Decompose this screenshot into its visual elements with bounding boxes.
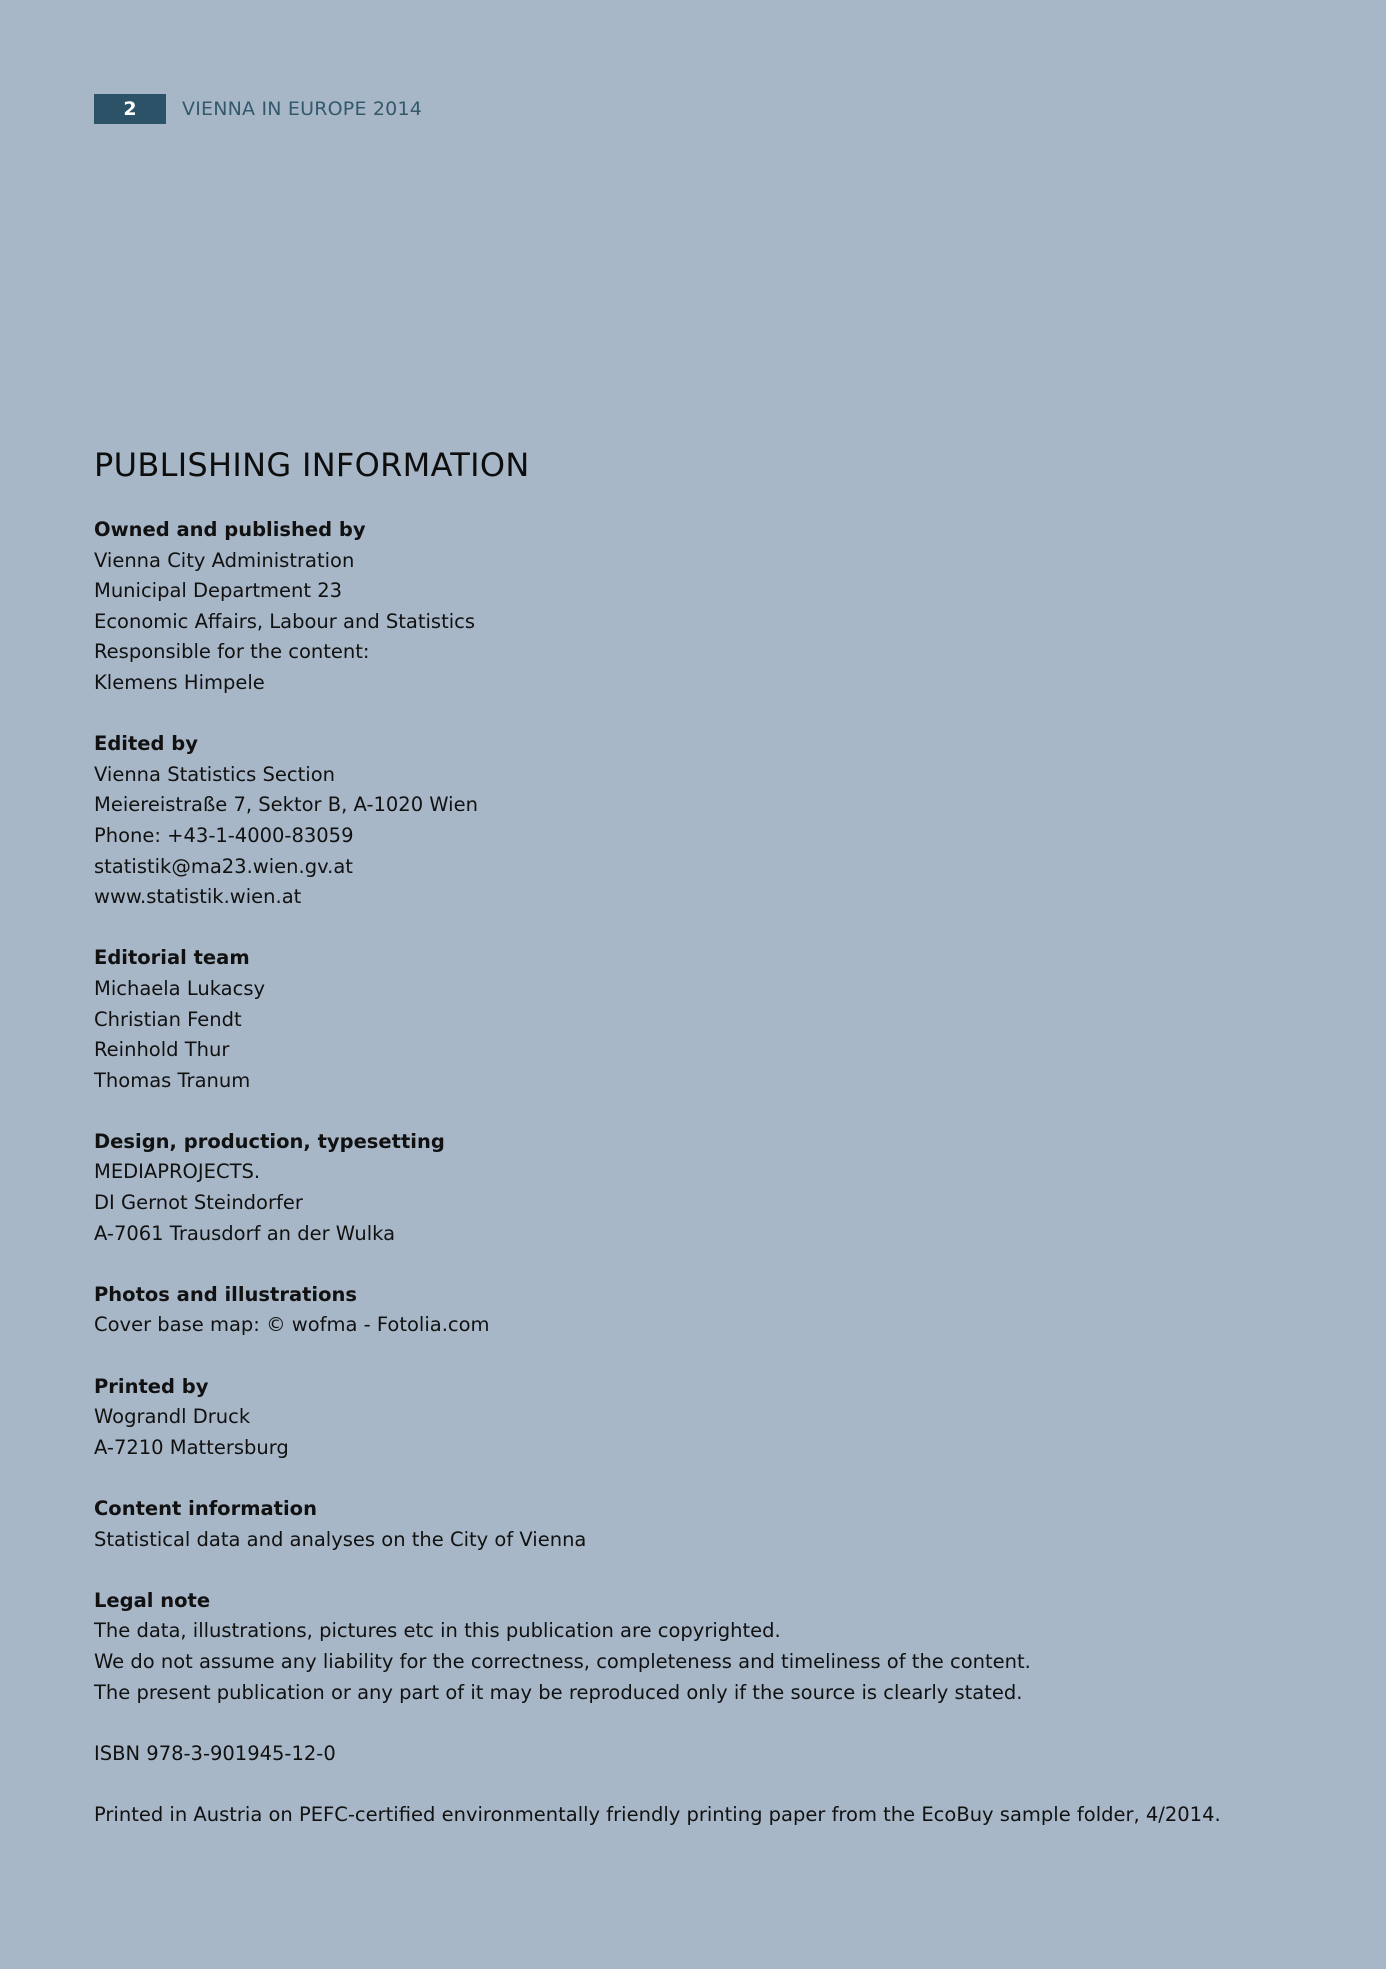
page-number: 2 — [94, 94, 166, 124]
text-line: Meiereistraße 7, Sektor B, A-1020 Wien — [94, 793, 478, 817]
section-heading: Photos and illustrations — [94, 1282, 358, 1306]
section-content-information — [94, 1494, 1221, 1555]
section-heading: Editorial team — [94, 946, 250, 970]
text-line: Vienna City Administration — [94, 548, 355, 572]
text-line: Wograndl Druck — [94, 1405, 251, 1429]
section-editorial-team — [94, 943, 1221, 1096]
team-member: Thomas Tranum — [94, 1068, 251, 1092]
text-line: MEDIAPROJECTS. — [94, 1160, 261, 1184]
section-photos-illustrations — [94, 1280, 1221, 1341]
publishing-info — [94, 515, 1221, 1861]
section-heading: Printed by — [94, 1374, 209, 1398]
section-heading: Owned and published by — [94, 518, 366, 541]
team-member: Michaela Lukacsy — [94, 976, 266, 1000]
running-title: VIENNA IN EUROPE 2014 — [182, 98, 423, 120]
email-address: statistik@ma23.wien.gv.at — [94, 854, 353, 878]
website-url: www.statistik.wien.at — [94, 885, 302, 909]
section-owned-published — [94, 515, 1221, 699]
page-header — [94, 94, 422, 124]
section-edited-by — [94, 729, 1221, 913]
section-printed-by — [94, 1372, 1221, 1464]
section-heading: Legal note — [94, 1588, 211, 1612]
team-member: Christian Fendt — [94, 1007, 242, 1031]
section-heading: Edited by — [94, 732, 198, 756]
printing-note: Printed in Austria on PEFC-certified environmentally friendly printing paper from the EcoBuy sample folder, 4/2014. — [94, 1802, 1221, 1826]
text-line: We do not assume any liability for the correctness, completeness and timeliness of the content. — [94, 1649, 1031, 1673]
section-heading: Design, production, typesetting — [94, 1129, 445, 1153]
text-line: DI Gernot Steindorfer — [94, 1191, 303, 1215]
text-line: The data, illustrations, pictures etc in this publication are copyrighted. — [94, 1619, 781, 1643]
text-line: Responsible for the content: — [94, 640, 370, 664]
text-line: Economic Affairs, Labour and Statistics — [94, 609, 476, 633]
text-line: A-7061 Trausdorf an der Wulka — [94, 1221, 396, 1245]
section-design-production — [94, 1127, 1221, 1249]
text-line: The present publication or any part of it may be reproduced only if the source is clearly stated. — [94, 1680, 1023, 1704]
section-legal-note — [94, 1586, 1221, 1708]
team-member: Reinhold Thur — [94, 1038, 230, 1062]
text-line: Vienna Statistics Section — [94, 762, 335, 786]
isbn: ISBN 978-3-901945-12-0 — [94, 1741, 336, 1765]
text-line: Klemens Himpele — [94, 670, 265, 694]
section-heading: Content information — [94, 1497, 317, 1520]
text-line: Cover base map: © wofma - Fotolia.com — [94, 1313, 490, 1337]
text-line: Municipal Department 23 — [94, 579, 343, 603]
page-title: PUBLISHING INFORMATION — [94, 446, 530, 484]
text-line: Statistical data and analyses on the City of Vienna — [94, 1527, 587, 1551]
phone-number: Phone: +43-1-4000-83059 — [94, 823, 354, 847]
text-line: A-7210 Mattersburg — [94, 1435, 289, 1459]
